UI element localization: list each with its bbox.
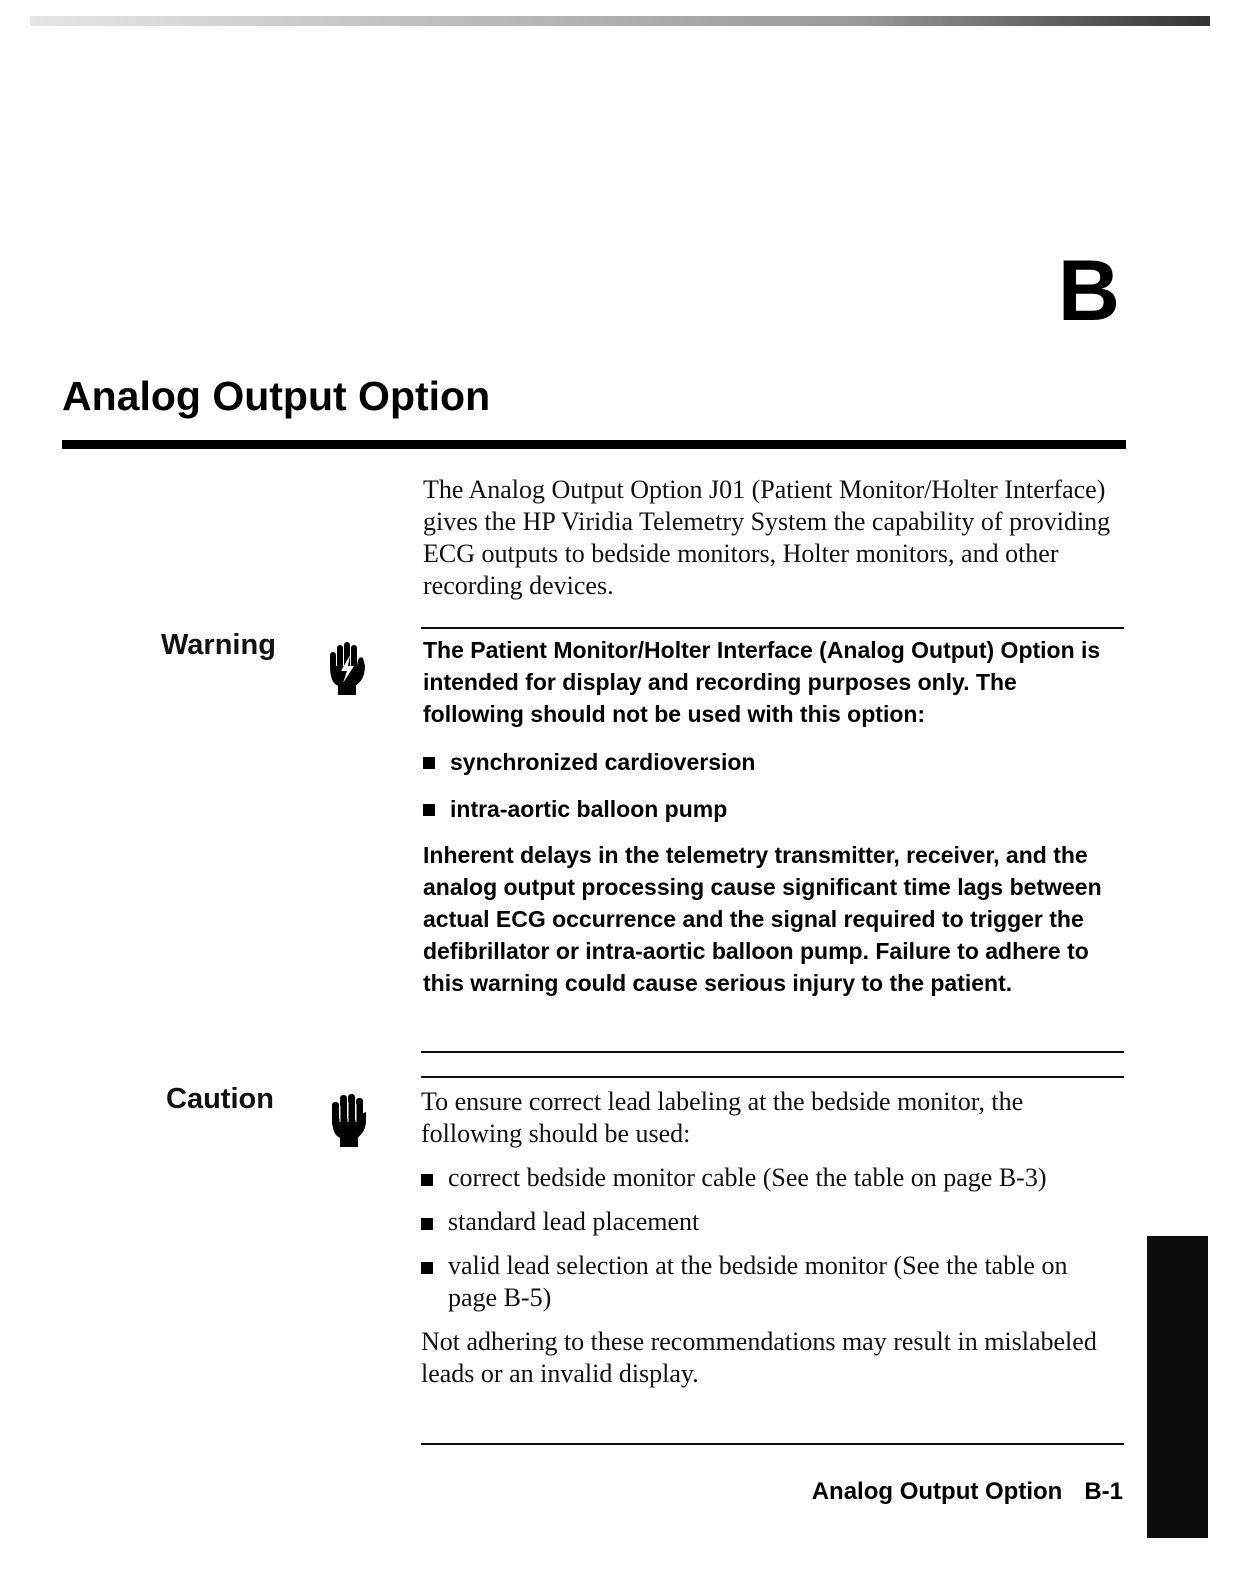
warning-note: Inherent delays in the telemetry transmitter, receiver, and the analog output processing cause significant time lags between actual ECG occurrence and the signal required to trigger the defibrillator or intra-aortic balloon pump. Failure to adhere to this warning could cause serious injury to the patient.	[423, 842, 1102, 996]
list-item: correct bedside monitor cable (See the table on page B-3)	[421, 1162, 1121, 1194]
title-rule	[62, 440, 1126, 449]
list-item: synchronized cardioversion	[423, 746, 1123, 778]
caution-label: Caution	[166, 1083, 274, 1115]
intro-paragraph: The Analog Output Option J01 (Patient Monitor/Holter Interface) gives the HP Viridia Telemetry System the capability of providing ECG outputs to bedside monitors, Holter monitors, and other recording devices.	[423, 475, 1111, 600]
page-footer	[812, 1478, 1123, 1506]
scan-edge-shadow	[30, 16, 1210, 26]
caution-top-rule	[421, 1076, 1124, 1078]
hand-lightning-icon	[327, 640, 367, 696]
chapter-title: Analog Output Option	[62, 373, 491, 419]
warning-label: Warning	[161, 629, 276, 661]
caution-list	[421, 1162, 1121, 1314]
caution-bottom-rule	[421, 1443, 1124, 1445]
list-item: intra-aortic balloon pump	[423, 793, 1123, 825]
chapter-letter: B	[1057, 243, 1120, 339]
edge-tab-label: Analog Output Option	[1213, 1304, 1238, 1534]
list-item: valid lead selection at the bedside monitor (See the table on page B-5)	[421, 1250, 1121, 1314]
caution-text: To ensure correct lead labeling at the bedside monitor, the following should be used:	[421, 1087, 1024, 1148]
warning-block	[423, 634, 1123, 999]
warning-top-rule	[421, 627, 1124, 629]
warning-bottom-rule	[421, 1051, 1124, 1053]
warning-text: The Patient Monitor/Holter Interface (Analog Output) Option is intended for display and recording purposes only. The following should not be used with this option:	[423, 637, 1101, 727]
page-number: B-1	[1084, 1478, 1123, 1505]
chapter-edge-tab	[1147, 1236, 1238, 1538]
list-item: standard lead placement	[421, 1206, 1121, 1238]
footer-section-title: Analog Output Option	[811, 1478, 1063, 1505]
caution-note: Not adhering to these recommendations may result in mislabeled leads or an invalid display.	[421, 1327, 1097, 1388]
warning-list	[423, 746, 1123, 825]
hand-stop-icon	[328, 1092, 368, 1148]
caution-block	[421, 1086, 1121, 1390]
